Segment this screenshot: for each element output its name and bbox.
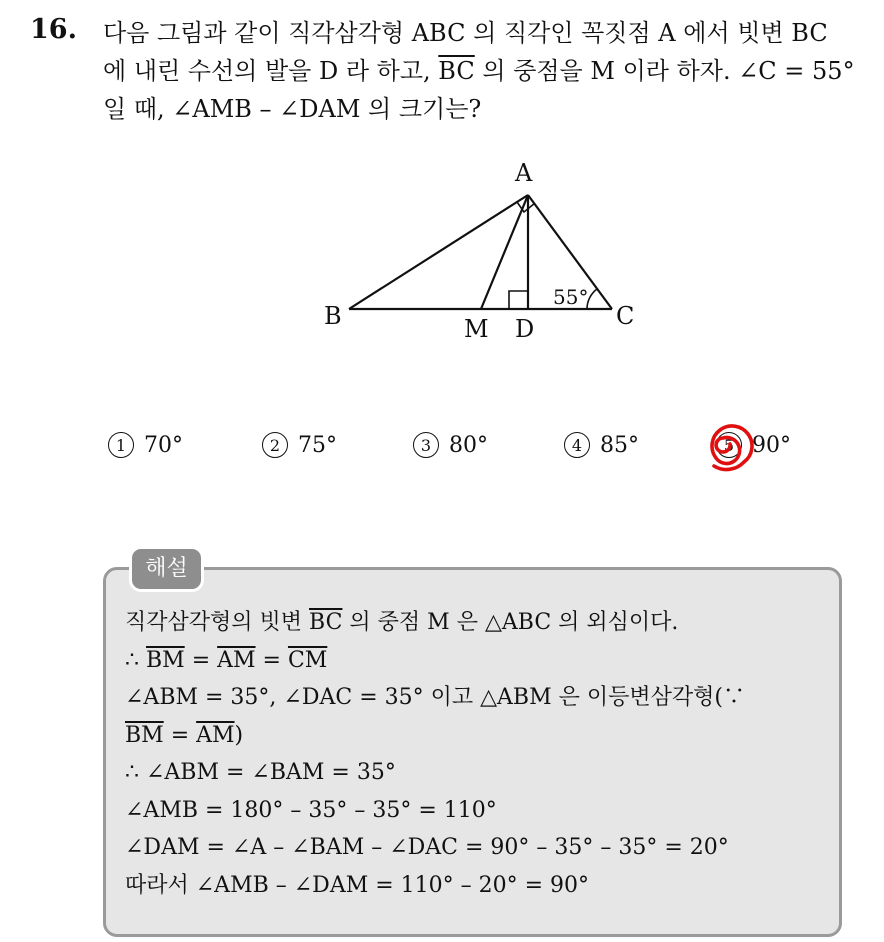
segment-bc-overline: $\overline{BC}$ bbox=[438, 57, 475, 85]
label-a: A bbox=[515, 159, 533, 187]
question-line-2 bbox=[103, 52, 868, 90]
explanation-bc-overline: $\overline{BC}$ bbox=[309, 610, 343, 635]
choice-1-value: 70° bbox=[144, 433, 183, 458]
explanation-line-1-b: 의 중점 M 은 △ABC 의 외심이다. bbox=[342, 610, 679, 635]
explanation-line-2-a: ∴ bbox=[125, 647, 146, 673]
answer-choices bbox=[108, 432, 828, 466]
explanation-line-1-a: 직각삼각형의 빗변 bbox=[125, 610, 310, 635]
choice-2-number: 2 bbox=[262, 432, 288, 458]
question-text bbox=[103, 14, 868, 128]
explanation-line-3: ∠ABM = 35°, ∠DAC = 35° 이고 △ABM 은 이등변삼각형(∵ bbox=[125, 685, 745, 710]
explanation-bm-overline: $\overline{BM}$ bbox=[146, 647, 185, 673]
right-angle-d-mark bbox=[509, 291, 528, 309]
choice-5-value: 90° bbox=[752, 433, 791, 458]
choice-1-number: 1 bbox=[108, 432, 134, 458]
explanation-line-6: ∠AMB = 180° – 35° – 35° = 110° bbox=[125, 797, 497, 823]
label-b: B bbox=[324, 302, 342, 330]
label-m: M bbox=[464, 315, 489, 343]
choice-3[interactable] bbox=[413, 432, 488, 458]
explanation-line-4-close: ) bbox=[234, 722, 244, 748]
choice-4-number: 4 bbox=[564, 432, 590, 458]
explanation-line-2-eq1: = bbox=[184, 647, 218, 673]
question-line-1: 다음 그림과 같이 직각삼각형 ABC 의 직각인 꼭짓점 A 에서 빗변 BC bbox=[103, 19, 828, 47]
explanation-line-4-am: $\overline{AM}$ bbox=[196, 722, 235, 748]
explanation-cm-overline: $\overline{CM}$ bbox=[287, 647, 328, 673]
explanation-title: 해설 bbox=[129, 546, 204, 592]
choice-3-number: 3 bbox=[413, 432, 439, 458]
explanation-am-overline: $\overline{AM}$ bbox=[217, 647, 256, 673]
angle-c-arc bbox=[587, 289, 597, 309]
median-am bbox=[481, 195, 528, 309]
label-c: C bbox=[616, 302, 635, 330]
question-number: 16. bbox=[30, 14, 77, 45]
choice-3-value: 80° bbox=[449, 433, 488, 458]
explanation-line-2 bbox=[125, 642, 825, 680]
explanation-line-2-eq2: = bbox=[255, 647, 288, 673]
explanation-line-5: ∴ ∠ABM = ∠BAM = 35° bbox=[125, 760, 396, 785]
choice-5[interactable] bbox=[716, 432, 791, 458]
question-line-2-end: 의 중점을 M 이라 하자. ∠C = 55° bbox=[474, 57, 855, 85]
choice-2-value: 75° bbox=[298, 433, 337, 458]
triangle-figure bbox=[300, 150, 660, 350]
choice-2[interactable] bbox=[262, 432, 337, 458]
explanation-line-4 bbox=[125, 717, 825, 755]
side-ab bbox=[349, 195, 528, 309]
question-line-3: 일 때, ∠AMB – ∠DAM 의 크기는? bbox=[103, 95, 482, 123]
choice-5-number: 5 bbox=[716, 432, 742, 458]
explanation-line-1 bbox=[125, 604, 825, 642]
right-angle-a-mark bbox=[517, 202, 535, 212]
explanation-line-4-bm: $\overline{BM}$ bbox=[125, 722, 164, 748]
question-line-2-start: 에 내린 수선의 발을 D 라 하고, bbox=[103, 57, 439, 85]
choice-4-value: 85° bbox=[600, 433, 639, 458]
choice-1[interactable] bbox=[108, 432, 183, 458]
angle-c-value: 55° bbox=[553, 285, 589, 309]
explanation-line-7: ∠DAM = ∠A – ∠BAM – ∠DAC = 90° – 35° – 35° = 20° bbox=[125, 835, 729, 860]
explanation-line-8: 따라서 ∠AMB – ∠DAM = 110° – 20° = 90° bbox=[125, 872, 590, 898]
choice-4[interactable] bbox=[564, 432, 639, 458]
explanation-body bbox=[125, 604, 825, 904]
label-d: D bbox=[515, 315, 535, 343]
explanation-line-4-eq: = bbox=[163, 722, 197, 748]
